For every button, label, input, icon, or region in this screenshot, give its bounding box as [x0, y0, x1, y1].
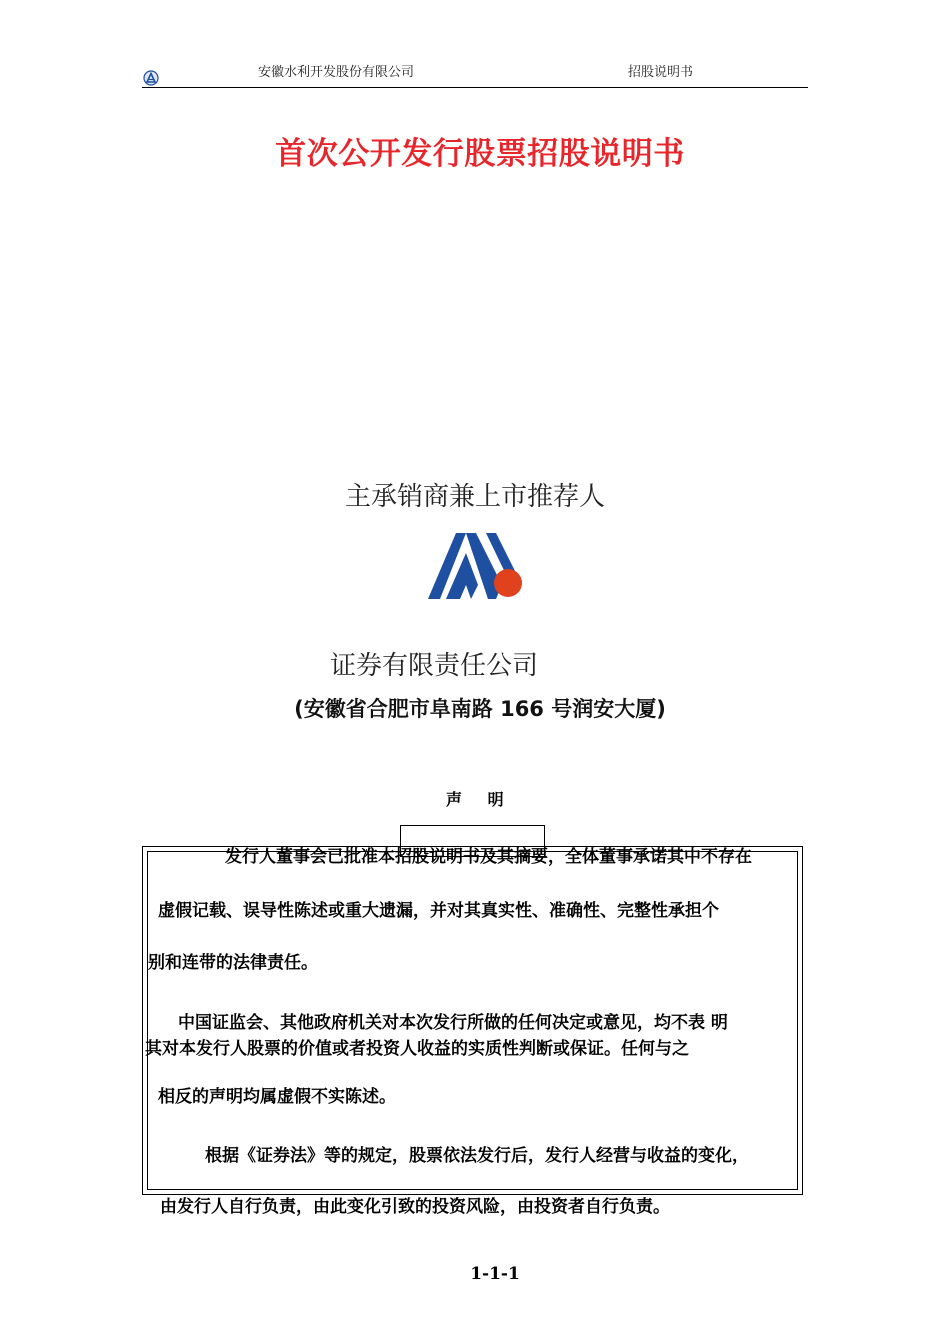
page-number: 1-1-1 — [470, 1264, 520, 1284]
header-rule — [142, 87, 808, 88]
statement-line: 由发行人自行负责，由此变化引致的投资风险，由投资者自行负责。 — [160, 1197, 670, 1217]
statement-line: 虚假记载、误导性陈述或重大遗漏，并对其真实性、准确性、完整性承担个 — [158, 901, 719, 921]
statement-line: 中国证监会、其他政府机关对本次发行所做的任何决定或意见，均不表 明 — [178, 1013, 728, 1033]
underwriter-role: 主承销商兼上市推荐人 — [344, 482, 605, 512]
statement-line: 根据《证券法》等的规定，股票依法发行后，发行人经营与收益的变化， — [205, 1146, 749, 1166]
statement-heading: 声 明 — [446, 790, 514, 809]
statement-line: 发行人董事会已批准本招股说明书及其摘要，全体董事承诺其中不存在 — [225, 847, 752, 867]
company-emblem-icon — [143, 70, 159, 86]
header-company-name: 安徽水利开发股份有限公司 — [258, 65, 415, 80]
statement-line: 其对本发行人股票的价值或者投资人收益的实质性判断或保证。任何与之 — [145, 1039, 689, 1059]
document-title: 首次公开发行股票招股说明书 — [275, 136, 685, 172]
statement-line: 相反的声明均属虚假不实陈述。 — [158, 1087, 396, 1107]
underwriter-address: (安徽省合肥市阜南路 166 号润安大厦) — [294, 697, 666, 721]
header-document-type: 招股说明书 — [628, 65, 694, 80]
underwriter-name: 证券有限责任公司 — [330, 651, 539, 681]
statement-line: 别和连带的法律责任。 — [148, 953, 318, 973]
underwriter-logo-icon — [426, 525, 526, 603]
